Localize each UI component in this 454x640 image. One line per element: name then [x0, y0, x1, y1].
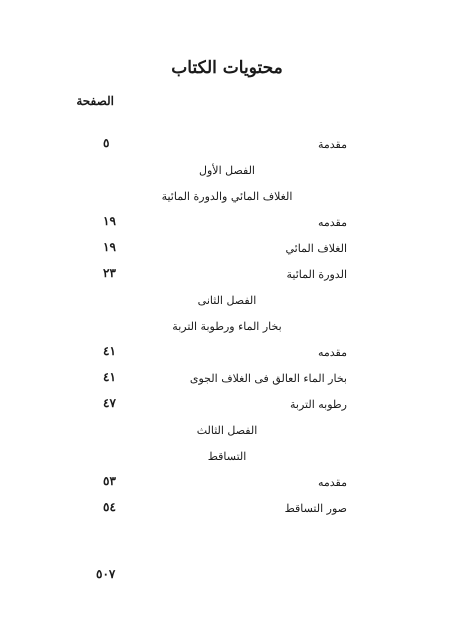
toc-entry-page-number: ١٩ [103, 214, 116, 228]
toc-entry-page-number: ٥٤ [103, 500, 116, 514]
toc-entry-page-number: ٥ [103, 136, 110, 150]
toc-entry-page-number: ٤١ [103, 370, 116, 384]
toc-section-heading [0, 418, 454, 444]
toc-entry-title: مقدمه [317, 476, 347, 489]
toc-entry [0, 236, 454, 262]
toc-entry [0, 262, 454, 288]
toc-section-heading [0, 444, 454, 470]
toc-entry-title: مقدمة [317, 138, 347, 151]
toc-section-heading [0, 288, 454, 314]
toc-section-heading-text: بخار الماء ورطوبة التربة [172, 320, 282, 333]
toc-entry-title: مقدمه [317, 216, 347, 229]
toc-section-heading-text: الفصل الأول [199, 164, 255, 177]
toc-entry-title: مقدمه [317, 346, 347, 359]
toc-entry-page-number: ١٩ [103, 240, 116, 254]
toc-section-heading-text: الغلاف المائي والدورة المائية [161, 190, 293, 203]
toc-entry [0, 132, 454, 158]
toc-entry [0, 496, 454, 522]
page-number: ٥٠٧ [96, 567, 116, 581]
toc-entry-title: صور التساقط [284, 502, 347, 515]
toc-section-heading-text: الفصل الثانى [197, 294, 257, 307]
toc-entry-title: رطوبه التربة [290, 398, 347, 411]
toc-section-heading [0, 314, 454, 340]
toc-section-heading [0, 158, 454, 184]
toc-entry-title: الغلاف المائي [285, 242, 347, 255]
page-title: محتويات الكتاب [171, 58, 283, 78]
toc-entry-title: بخار الماء العالق فى الغلاف الجوى [189, 372, 347, 385]
toc-entry [0, 340, 454, 366]
toc-entry-title: الدورة المائية [286, 268, 347, 281]
toc-section-heading [0, 184, 454, 210]
page-column-header: الصفحة [76, 94, 114, 108]
toc-section-heading-text: الفصل الثالث [196, 424, 258, 437]
toc-entry-page-number: ٤٧ [103, 396, 116, 410]
toc-entry-page-number: ٥٣ [103, 474, 116, 488]
toc-section-heading-text: التساقط [207, 450, 247, 463]
toc-entry [0, 210, 454, 236]
toc-entry-page-number: ٤١ [103, 344, 116, 358]
toc-entry [0, 470, 454, 496]
toc-entry [0, 392, 454, 418]
table-of-contents [0, 132, 454, 522]
toc-entry [0, 366, 454, 392]
toc-entry-page-number: ٢٣ [103, 266, 116, 280]
